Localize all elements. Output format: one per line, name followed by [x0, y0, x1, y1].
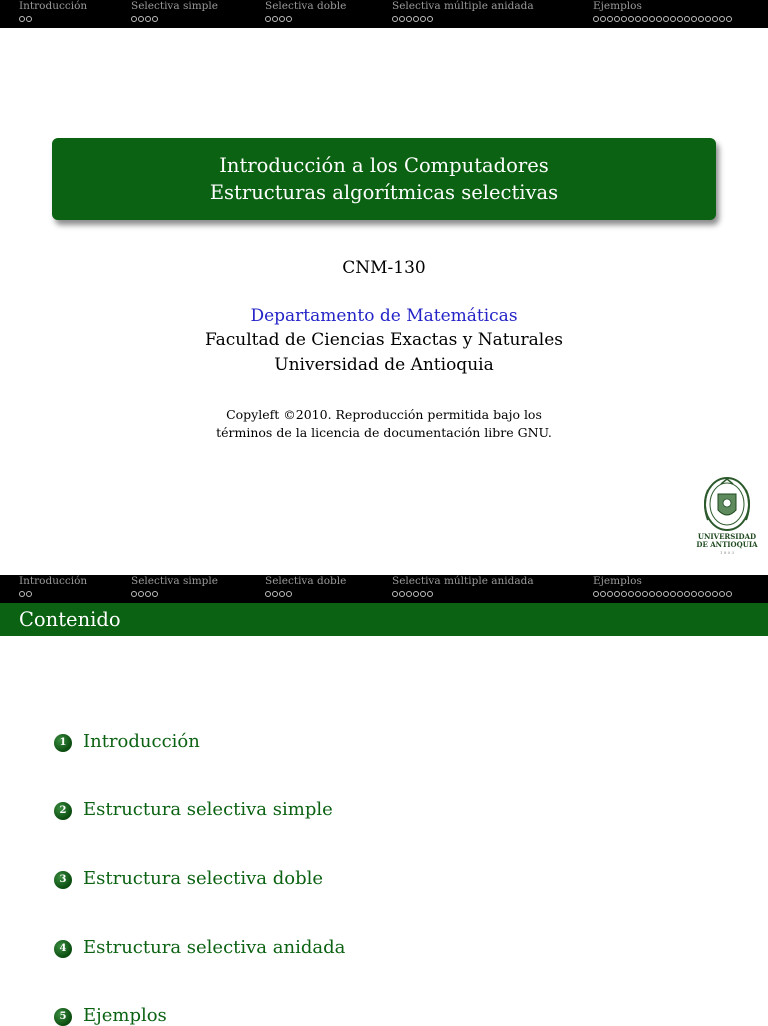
- nav-dot-icon[interactable]: [719, 16, 725, 22]
- nav-dot-icon[interactable]: [600, 16, 606, 22]
- toc-item-label: Estructura selectiva doble: [83, 868, 324, 889]
- nav-dot-icon[interactable]: [684, 16, 690, 22]
- nav-dots[interactable]: [19, 589, 87, 600]
- nav-dot-icon[interactable]: [607, 16, 613, 22]
- toc-item-label: Introducción: [83, 731, 200, 752]
- nav-dot-icon[interactable]: [621, 16, 627, 22]
- nav-section-label: Introducción: [19, 575, 88, 587]
- nav-bar-slide1: [0, 0, 768, 28]
- toc-item-label: Estructura selectiva simple: [83, 799, 333, 820]
- nav-dot-icon[interactable]: [628, 16, 634, 22]
- nav-dot-icon[interactable]: [26, 591, 32, 597]
- nav-dot-icon[interactable]: [406, 591, 412, 597]
- nav-dot-icon[interactable]: [621, 591, 627, 597]
- nav-dot-icon[interactable]: [656, 591, 662, 597]
- nav-dot-icon[interactable]: [677, 591, 683, 597]
- nav-section-label: Selectiva múltiple anidada: [392, 575, 534, 587]
- nav-dots[interactable]: [265, 589, 346, 600]
- nav-dot-icon[interactable]: [413, 591, 419, 597]
- nav-dot-icon[interactable]: [712, 16, 718, 22]
- nav-dot-icon[interactable]: [663, 16, 669, 22]
- nav-dot-icon[interactable]: [286, 16, 292, 22]
- nav-section-label: Selectiva doble: [265, 575, 347, 587]
- nav-dots[interactable]: [265, 14, 346, 25]
- nav-dot-icon[interactable]: [705, 16, 711, 22]
- nav-dot-icon[interactable]: [663, 591, 669, 597]
- nav-dots[interactable]: [131, 589, 218, 600]
- nav-dots[interactable]: [593, 14, 733, 25]
- nav-dot-icon[interactable]: [145, 591, 151, 597]
- nav-section-selectiva-doble[interactable]: [265, 576, 346, 599]
- nav-section-label: Selectiva simple: [131, 575, 218, 587]
- nav-dot-icon[interactable]: [399, 16, 405, 22]
- nav-dot-icon[interactable]: [726, 591, 732, 597]
- nav-dot-icon[interactable]: [614, 16, 620, 22]
- frame-title: Contenido: [19, 608, 121, 631]
- nav-section-selectiva-doble[interactable]: [265, 1, 346, 24]
- nav-dot-icon[interactable]: [642, 591, 648, 597]
- nav-dot-icon[interactable]: [726, 16, 732, 22]
- nav-section-introduccion[interactable]: [19, 1, 87, 24]
- numbered-ball-icon: 4: [54, 940, 72, 958]
- nav-dot-icon[interactable]: [600, 591, 606, 597]
- nav-section-selectiva-simple[interactable]: [131, 576, 218, 599]
- copyleft-line-1: Copyleft ©2010. Reproducción permitida bajo los: [226, 407, 542, 422]
- frame-title-bar: [0, 603, 768, 636]
- nav-dots[interactable]: [131, 14, 218, 25]
- faculty-name: Facultad de Ciencias Exactas y Naturales: [205, 330, 563, 350]
- nav-dot-icon[interactable]: [420, 16, 426, 22]
- nav-dot-icon[interactable]: [413, 16, 419, 22]
- nav-section-selectiva-multiple[interactable]: [392, 576, 534, 599]
- nav-bar-slide2: [0, 575, 768, 603]
- numbered-ball-icon: 5: [54, 1008, 72, 1026]
- title-line-2: Estructuras algorítmicas selectivas: [209, 181, 559, 204]
- nav-dot-icon[interactable]: [656, 16, 662, 22]
- nav-dot-icon[interactable]: [670, 16, 676, 22]
- toc-item-label: Estructura selectiva anidada: [83, 937, 346, 958]
- nav-dot-icon[interactable]: [628, 591, 634, 597]
- nav-dot-icon[interactable]: [691, 591, 697, 597]
- toc-item-label: Ejemplos: [83, 1005, 167, 1026]
- nav-dot-icon[interactable]: [684, 591, 690, 597]
- title-box: [52, 138, 716, 220]
- nav-section-selectiva-simple[interactable]: [131, 1, 218, 24]
- nav-dot-icon[interactable]: [698, 591, 704, 597]
- nav-dots[interactable]: [392, 14, 534, 25]
- nav-dot-icon[interactable]: [19, 591, 25, 597]
- nav-dot-icon[interactable]: [131, 591, 137, 597]
- nav-dot-icon[interactable]: [392, 16, 398, 22]
- nav-dot-icon[interactable]: [427, 591, 433, 597]
- nav-section-label: Selectiva simple: [131, 0, 218, 12]
- nav-section-label: Selectiva múltiple anidada: [392, 0, 534, 12]
- nav-dot-icon[interactable]: [427, 16, 433, 22]
- nav-dot-icon[interactable]: [719, 591, 725, 597]
- nav-dot-icon[interactable]: [635, 591, 641, 597]
- nav-dot-icon[interactable]: [691, 16, 697, 22]
- university-logo: [696, 476, 758, 556]
- nav-dot-icon[interactable]: [642, 16, 648, 22]
- nav-dot-icon[interactable]: [649, 16, 655, 22]
- nav-dot-icon[interactable]: [265, 591, 271, 597]
- nav-dot-icon[interactable]: [635, 16, 641, 22]
- nav-dot-icon[interactable]: [399, 591, 405, 597]
- nav-section-label: Introducción: [19, 0, 88, 12]
- nav-dot-icon[interactable]: [152, 591, 158, 597]
- nav-dot-icon[interactable]: [19, 16, 25, 22]
- nav-section-selectiva-multiple[interactable]: [392, 1, 534, 24]
- logo-text-1: UNIVERSIDAD: [697, 532, 757, 541]
- nav-dot-icon[interactable]: [279, 591, 285, 597]
- nav-dot-icon[interactable]: [649, 591, 655, 597]
- nav-section-label: Ejemplos: [593, 0, 642, 12]
- nav-dots[interactable]: [593, 589, 733, 600]
- nav-section-ejemplos[interactable]: [593, 1, 733, 24]
- nav-dot-icon[interactable]: [138, 591, 144, 597]
- nav-dot-icon[interactable]: [131, 16, 137, 22]
- nav-dot-icon[interactable]: [614, 591, 620, 597]
- nav-dot-icon[interactable]: [279, 16, 285, 22]
- title-slide: [0, 28, 768, 575]
- nav-dot-icon[interactable]: [272, 16, 278, 22]
- nav-dot-icon[interactable]: [138, 16, 144, 22]
- nav-dot-icon[interactable]: [265, 16, 271, 22]
- department-name: Departamento de Matemáticas: [250, 306, 518, 326]
- numbered-ball-icon: 1: [54, 734, 72, 752]
- nav-dot-icon[interactable]: [392, 591, 398, 597]
- logo-text-3: 1 8 0 3: [720, 550, 734, 555]
- nav-dot-icon[interactable]: [406, 16, 412, 22]
- numbered-ball-icon: 2: [54, 802, 72, 820]
- numbered-ball-icon: 3: [54, 871, 72, 889]
- nav-dot-icon[interactable]: [677, 16, 683, 22]
- nav-section-label: Selectiva doble: [265, 0, 347, 12]
- university-seal-icon: [705, 478, 749, 530]
- nav-dots[interactable]: [19, 14, 87, 25]
- university-name: Universidad de Antioquia: [274, 355, 494, 375]
- nav-dot-icon[interactable]: [272, 591, 278, 597]
- course-code: CNM-130: [342, 258, 426, 278]
- copyleft-line-2: términos de la licencia de documentación libre GNU.: [216, 425, 552, 440]
- nav-dots[interactable]: [392, 589, 534, 600]
- nav-section-ejemplos[interactable]: [593, 576, 733, 599]
- nav-dot-icon[interactable]: [712, 591, 718, 597]
- nav-dot-icon[interactable]: [26, 16, 32, 22]
- nav-dot-icon[interactable]: [420, 591, 426, 597]
- nav-dot-icon[interactable]: [286, 591, 292, 597]
- nav-dot-icon[interactable]: [670, 591, 676, 597]
- logo-text-2: DE ANTIOQUIA: [696, 540, 758, 549]
- nav-dot-icon[interactable]: [593, 591, 599, 597]
- nav-dot-icon[interactable]: [145, 16, 151, 22]
- nav-dot-icon[interactable]: [698, 16, 704, 22]
- nav-section-introduccion[interactable]: [19, 576, 87, 599]
- nav-dot-icon[interactable]: [705, 591, 711, 597]
- nav-dot-icon[interactable]: [152, 16, 158, 22]
- nav-section-label: Ejemplos: [593, 575, 642, 587]
- nav-dot-icon[interactable]: [607, 591, 613, 597]
- title-line-1: Introducción a los Computadores: [219, 154, 549, 177]
- nav-dot-icon[interactable]: [593, 16, 599, 22]
